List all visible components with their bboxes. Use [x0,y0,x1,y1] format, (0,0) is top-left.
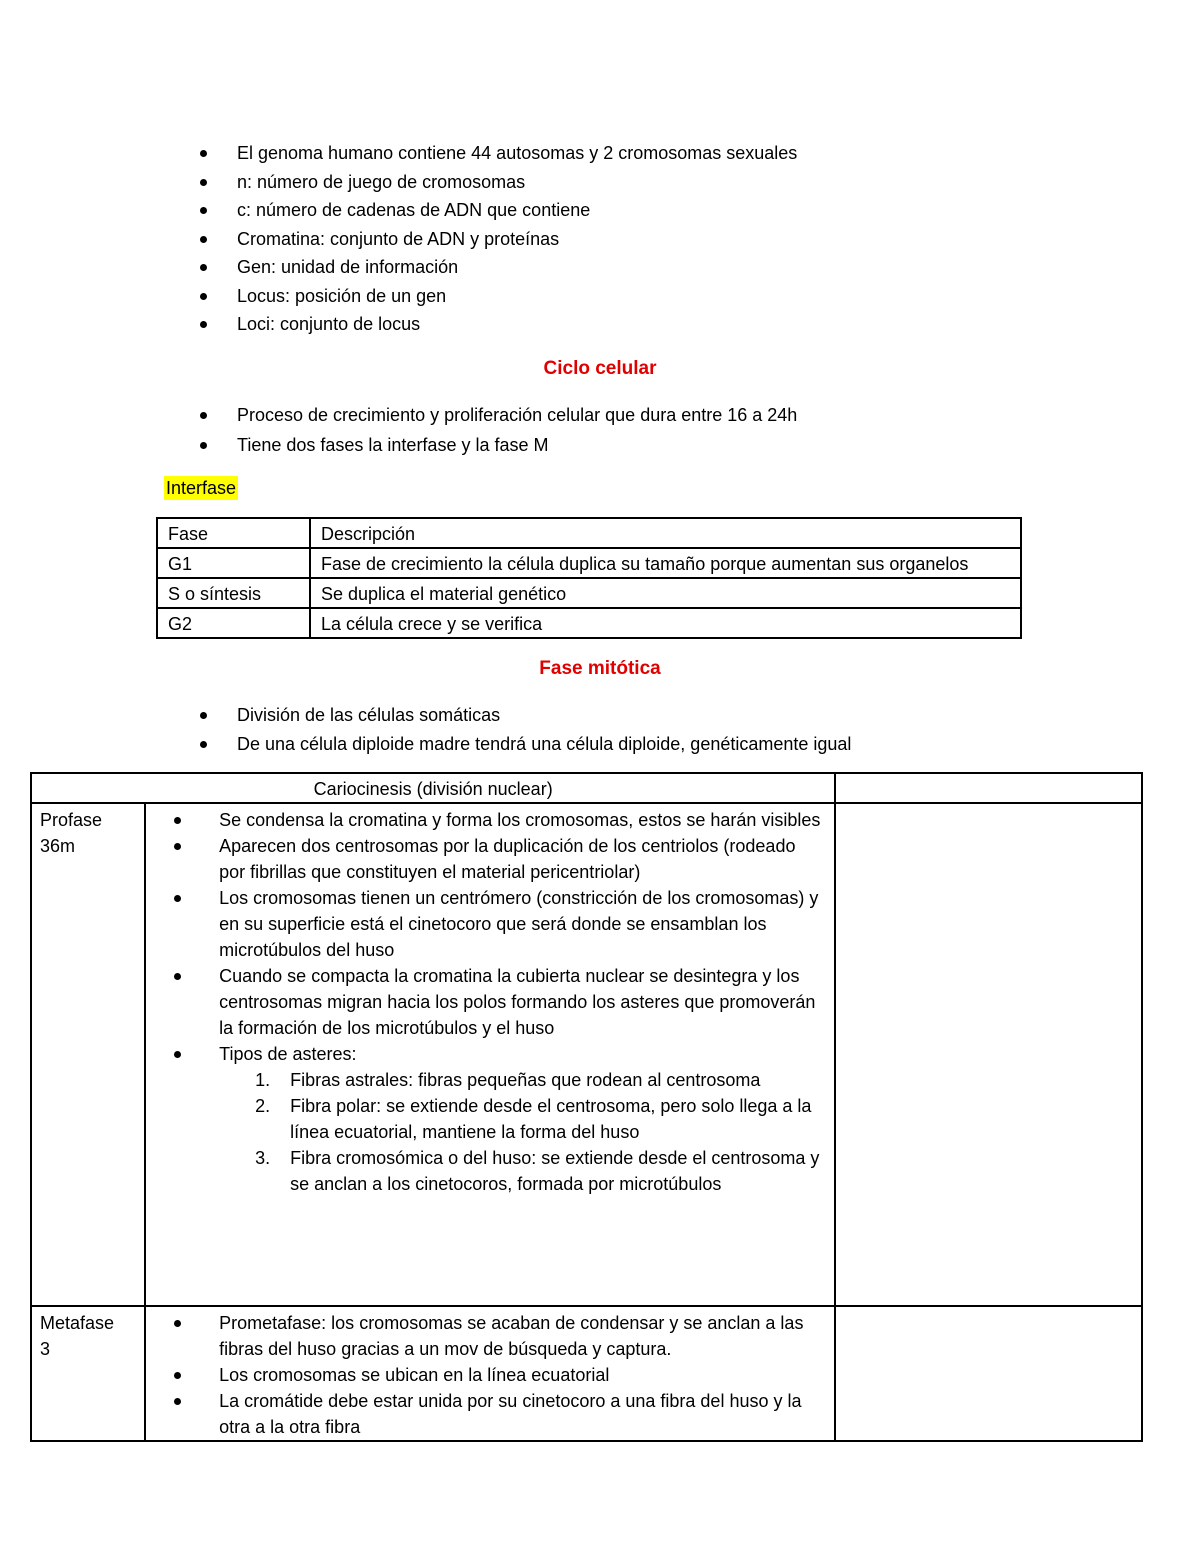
desc-cell: La célula crece y se verifica [310,608,1021,638]
empty-cell [835,803,1142,1306]
list-item: Los cromosomas tienen un centrómero (constricción de los cromosomas) y en su superficie está el cinetocoro que será donde se ensamblan los microtúbulos del huso [174,885,826,963]
table-row-profase [31,803,1142,1306]
list-item: 1. Fibras astrales: fibras pequeñas que rodean al centrosoma [255,1070,761,1090]
bullet-icon [174,817,181,824]
phase-time: 36m [40,836,76,856]
interfase-highlight-label: Interfase [166,478,237,498]
desc-cell: Se duplica el material genético [310,578,1021,608]
list-item: n: número de juego de cromosomas [200,168,797,197]
bullet-icon [174,1051,181,1058]
phase-cell [31,803,145,1306]
table-row [157,548,1021,578]
table-header-row [157,518,1021,548]
list-item: Gen: unidad de información [200,253,797,282]
phase-time: 3 [40,1339,51,1359]
list-item: La cromátide debe estar unida por su cinetocoro a una fibra del huso y la otra a la otra fibra [174,1388,826,1440]
bullet-icon [174,1320,181,1327]
desc-cell: Fase de crecimiento la célula duplica su tamaño porque aumentan sus organelos [310,548,1021,578]
profase-desc-cell [145,803,835,1306]
header-cell: Descripción [310,518,1021,548]
interfase-table [156,517,1022,639]
phase-name: Metafase [40,1313,115,1333]
list-item: Tiene dos fases la interfase y la fase M [200,430,797,460]
list-item: Tipos de asteres: 1. Fibras astrales: fibras pequeñas que rodean al centrosoma 2. Fibra polar: se extiende desde el centrosoma, pero solo llega a la línea ecuatorial, mantiene la forma del huso 3. Fibra cromosómica o del huso: se extiende desde el centrosoma y se anclan a los cinetocoros, formada por microtúbulos [174,1041,826,1197]
asteres-numbered-list [219,1067,826,1197]
fase-cell: G2 [157,608,310,638]
bullet-icon [200,321,207,328]
bullet-icon [200,150,207,157]
table-header-row [31,773,1142,803]
list-item: Se condensa la cromatina y forma los cromosomas, estos se harán visibles [174,807,826,833]
bullet-icon [200,293,207,300]
cariocinesis-table [30,772,1143,1442]
list-item: Aparecen dos centrosomas por la duplicación de los centriolos (rodeado por fibrillas que constituyen el material pericentriolar) [174,833,826,885]
ciclo-bullet-list [200,400,797,460]
empty-header-cell [835,773,1142,803]
intro-bullet-list [200,139,797,339]
list-item: Prometafase: los cromosomas se acaban de condensar y se anclan a las fibras del huso gracias a un mov de búsqueda y captura. [174,1310,826,1362]
list-item: 2. Fibra polar: se extiende desde el centrosoma, pero solo llega a la línea ecuatorial, mantiene la forma del huso [255,1096,812,1142]
list-item: Loci: conjunto de locus [200,310,797,339]
metafase-desc-cell [145,1306,835,1441]
bullet-icon [174,1372,181,1379]
list-item: Cromatina: conjunto de ADN y proteínas [200,225,797,254]
list-item: Los cromosomas se ubican en la línea ecuatorial [174,1362,826,1388]
bullet-icon [174,973,181,980]
bullet-icon [200,712,207,719]
list-item: El genoma humano contiene 44 autosomas y 2 cromosomas sexuales [200,139,797,168]
phase-name: Profase [40,810,103,830]
table-row [157,608,1021,638]
empty-cell [835,1306,1142,1441]
bullet-icon [200,264,207,271]
table-row-metafase [31,1306,1142,1441]
ciclo-celular-heading: Ciclo celular [543,358,657,379]
fase-cell: G1 [157,548,310,578]
bullet-icon [200,442,207,449]
bullet-icon [174,843,181,850]
list-item: Locus: posición de un gen [200,282,797,311]
bullet-icon [174,1398,181,1405]
bullet-icon [200,179,207,186]
list-item: Cuando se compacta la cromatina la cubierta nuclear se desintegra y los centrosomas migran hacia los polos formando los asteres que promoverán la formación de los microtúbulos y el huso [174,963,826,1041]
phase-cell [31,1306,145,1441]
cariocinesis-header-cell: Cariocinesis (división nuclear) [31,773,835,803]
fase-cell: S o síntesis [157,578,310,608]
bullet-icon [200,412,207,419]
list-item: Proceso de crecimiento y proliferación celular que dura entre 16 a 24h [200,400,797,430]
table-row [157,578,1021,608]
bullet-icon [200,236,207,243]
fase-mitotica-heading: Fase mitótica [539,658,661,679]
bullet-icon [174,895,181,902]
list-item: c: número de cadenas de ADN que contiene [200,196,797,225]
mitotica-bullet-list [200,701,851,758]
bullet-icon [200,741,207,748]
bullet-icon [200,207,207,214]
profase-bullet-list [182,807,826,1197]
list-item: División de las células somáticas [200,701,851,730]
header-cell: Fase [157,518,310,548]
list-item: 3. Fibra cromosómica o del huso: se extiende desde el centrosoma y se anclan a los cinetocoros, formada por microtúbulos [255,1148,820,1194]
metafase-bullet-list [182,1310,826,1440]
list-item: De una célula diploide madre tendrá una célula diploide, genéticamente igual [200,730,851,759]
